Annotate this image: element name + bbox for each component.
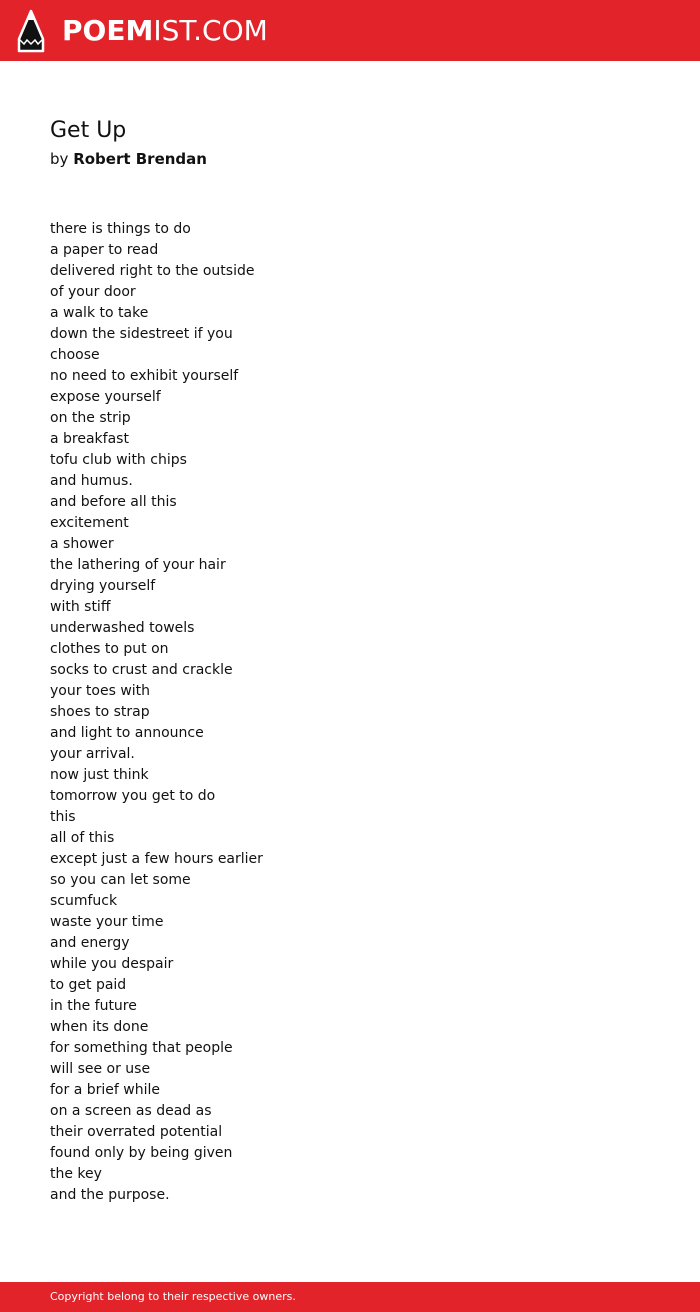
poem-line: scumfuck [50,893,118,909]
poem-line: the key [50,1166,102,1182]
site-logo-link[interactable] [16,8,268,54]
copyright-text: Copyright belong to their respective owners. [50,1290,296,1303]
site-footer [0,1282,700,1312]
poem-line: on a screen as dead as [50,1103,212,1119]
author-link[interactable]: Robert Brendan [73,150,207,168]
logo-text-bold: POEM [62,14,154,47]
poem-line: so you can let some [50,872,191,888]
poem-line: in the future [50,998,137,1014]
poem-line: your toes with [50,683,151,699]
poem-line: there is things to do [50,221,191,237]
poem-line: for something that people [50,1040,233,1056]
poem-line: drying yourself [50,578,156,594]
site-logo-text [62,14,268,47]
poem-line: your arrival. [50,746,135,762]
poem-line: of your door [50,284,136,300]
poem-line: now just think [50,767,149,783]
poem-line: expose yourself [50,389,161,405]
pencil-icon [16,9,46,53]
poem-line: choose [50,347,100,363]
poem-line: to get paid [50,977,127,993]
poem-line: tofu club with chips [50,452,187,468]
by-label: by [50,150,69,168]
poem-line: and humus. [50,473,133,489]
poem-line: and the purpose. [50,1187,170,1203]
logo-text-light: IST.COM [153,14,268,47]
poem-line: when its done [50,1019,149,1035]
poem-line: down the sidestreet if you [50,326,233,342]
poem-byline [50,149,207,169]
poem-line: shoes to strap [50,704,150,720]
poem-body [50,219,263,1206]
poem-line: their overrated potential [50,1124,223,1140]
poem-title: Get Up [50,118,127,143]
poem-line: except just a few hours earlier [50,851,263,867]
poem-line: for a brief while [50,1082,160,1098]
poem-line: excitement [50,515,129,531]
poem-line: a paper to read [50,242,159,258]
poem-line: tomorrow you get to do [50,788,216,804]
poem-line: clothes to put on [50,641,169,657]
poem-line: and before all this [50,494,177,510]
poem-line: and light to announce [50,725,204,741]
poem-line: and energy [50,935,130,951]
poem-line: the lathering of your hair [50,557,226,573]
poem-line: underwashed towels [50,620,195,636]
poem-line: a breakfast [50,431,129,447]
poem-line: a shower [50,536,114,552]
site-header [0,0,700,61]
poem-line: will see or use [50,1061,151,1077]
poem-line: no need to exhibit yourself [50,368,239,384]
poem-line: found only by being given [50,1145,233,1161]
poem-line: delivered right to the outside [50,263,255,279]
poem-line: socks to crust and crackle [50,662,233,678]
poem-line: this [50,809,76,825]
poem-line: on the strip [50,410,131,426]
poem-line: all of this [50,830,115,846]
poem-line: a walk to take [50,305,149,321]
poem-line: with stiff [50,599,111,615]
poem-line: waste your time [50,914,164,930]
poem-line: while you despair [50,956,174,972]
